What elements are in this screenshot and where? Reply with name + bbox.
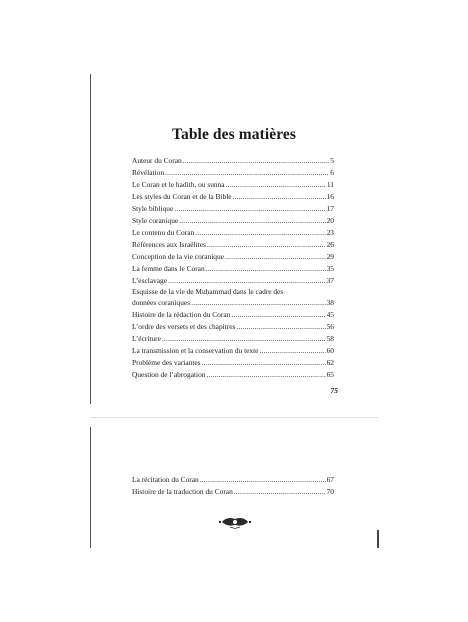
page-number: 75 bbox=[330, 386, 338, 395]
toc-entry bbox=[132, 357, 334, 369]
dot-leader bbox=[225, 251, 326, 263]
toc-entry-page: 67 bbox=[326, 475, 334, 484]
toc-entry bbox=[132, 167, 334, 179]
toc-entry bbox=[132, 227, 334, 239]
toc-entry-label: L’écriture bbox=[132, 334, 161, 343]
dot-leader bbox=[183, 155, 330, 167]
dot-leader bbox=[165, 167, 329, 179]
toc-entry-page: 65 bbox=[326, 370, 334, 379]
toc-entry bbox=[132, 369, 334, 381]
dot-leader bbox=[174, 203, 325, 215]
dot-leader bbox=[233, 191, 326, 203]
dot-leader bbox=[259, 345, 325, 357]
toc-entry bbox=[132, 155, 334, 167]
dot-leader bbox=[206, 369, 325, 381]
page-right-edge-line bbox=[377, 530, 379, 548]
toc-entry-page: 62 bbox=[326, 358, 334, 367]
toc-entry-label: Conception de la vie coranique bbox=[132, 252, 224, 261]
dot-leader bbox=[236, 321, 325, 333]
toc-entry-label: Le contenu du Coran bbox=[132, 228, 195, 237]
toc-list bbox=[132, 155, 334, 381]
page-title: Table des matières bbox=[171, 126, 297, 143]
toc-entry bbox=[132, 179, 334, 191]
toc-entry-page: 17 bbox=[326, 204, 334, 213]
dot-leader bbox=[200, 474, 326, 486]
page-separator bbox=[90, 417, 378, 418]
toc-entry-label: Histoire de la rédaction du Coran bbox=[132, 310, 231, 319]
toc-entry-page: 35 bbox=[326, 264, 334, 273]
toc-entry-page: 45 bbox=[326, 310, 334, 319]
toc-entry-label: Histoire de la traduction du Coran bbox=[132, 487, 233, 496]
toc-entry-page: 70 bbox=[326, 487, 334, 496]
toc-entry-label: Références aux Israélites bbox=[132, 240, 206, 249]
toc-page-2 bbox=[90, 427, 378, 548]
toc-entry-label: Le Coran et le hadith, ou sunna bbox=[132, 180, 225, 189]
toc-entry-label: La femme dans le Coran bbox=[132, 264, 205, 273]
toc-entry bbox=[132, 345, 334, 357]
toc-entry-line1: Esquisse de la vie de Muḥammad dans le cadre des bbox=[132, 287, 284, 296]
toc-entry bbox=[132, 191, 334, 203]
page-edge-line bbox=[90, 74, 91, 404]
dot-leader bbox=[168, 275, 326, 287]
dot-leader bbox=[206, 263, 326, 275]
toc-entry-label: données coraniques bbox=[132, 298, 191, 307]
toc-entry-label: Question de l’abrogation bbox=[132, 370, 206, 379]
dot-leader bbox=[226, 179, 326, 191]
dot-leader bbox=[179, 215, 325, 227]
toc-entry bbox=[132, 297, 334, 309]
toc-entry-page: 37 bbox=[326, 276, 334, 285]
toc-entry-label: La transmission et la conservation du texte bbox=[132, 346, 259, 355]
toc-entry bbox=[132, 251, 334, 263]
toc-page-1 bbox=[90, 74, 378, 408]
dot-leader bbox=[162, 333, 326, 345]
toc-entry-label: Auteur du Coran bbox=[132, 156, 182, 165]
toc-entry bbox=[132, 263, 334, 275]
toc-entry-page: 11 bbox=[326, 180, 334, 189]
dot-leader bbox=[234, 486, 326, 498]
dot-leader bbox=[202, 357, 326, 369]
toc-entry-page: 29 bbox=[326, 252, 334, 261]
toc-entry bbox=[132, 203, 334, 215]
dot-leader bbox=[207, 239, 326, 251]
toc-entry-label: Style biblique bbox=[132, 204, 174, 213]
toc-entry bbox=[132, 321, 334, 333]
toc-list bbox=[132, 474, 334, 498]
toc-entry bbox=[132, 309, 334, 321]
toc-entry-label: Problème des variantes bbox=[132, 358, 201, 367]
toc-entry bbox=[132, 215, 334, 227]
toc-entry-label: Style coranique bbox=[132, 216, 179, 225]
toc-entry-page: 16 bbox=[326, 192, 334, 201]
toc-entry-page: 60 bbox=[326, 346, 334, 355]
toc-entry-page: 38 bbox=[326, 298, 334, 307]
toc-entry bbox=[132, 239, 334, 251]
toc-entry-page: 5 bbox=[330, 156, 334, 165]
dot-leader bbox=[231, 309, 325, 321]
toc-entry bbox=[132, 474, 334, 486]
toc-entry-label: La récitation du Coran bbox=[132, 475, 199, 484]
toc-entry-label: L’esclavage bbox=[132, 276, 168, 285]
toc-entry-page: 6 bbox=[330, 168, 334, 177]
toc-entry-page: 58 bbox=[326, 334, 334, 343]
toc-entry bbox=[132, 275, 334, 287]
toc-entry-page: 23 bbox=[326, 228, 334, 237]
toc-entry bbox=[132, 486, 334, 498]
toc-entry-page: 20 bbox=[326, 216, 334, 225]
toc-entry-label: Les styles du Coran et de la Bible bbox=[132, 192, 232, 201]
fleuron-ornament-icon bbox=[218, 515, 252, 529]
dot-leader bbox=[191, 297, 326, 309]
toc-entry-label: L’ordre des versets et des chapitres bbox=[132, 322, 236, 331]
toc-entry-label: Révélation bbox=[132, 168, 165, 177]
page-edge-line bbox=[90, 427, 91, 548]
toc-entry bbox=[132, 333, 334, 345]
toc-entry-page: 56 bbox=[326, 322, 334, 331]
toc-entry-page: 26 bbox=[326, 240, 334, 249]
dot-leader bbox=[195, 227, 325, 239]
